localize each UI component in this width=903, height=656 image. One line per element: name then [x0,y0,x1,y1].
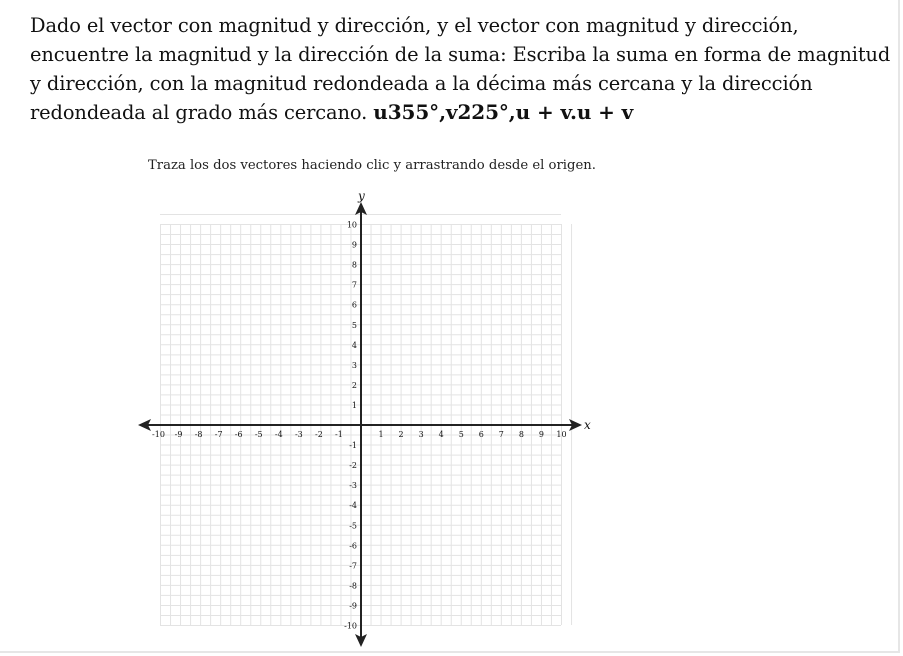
x-tick-label: 10 [556,430,567,439]
x-tick-label: -9 [174,430,183,439]
y-tick-label: -1 [349,441,357,451]
y-tick-label: 10 [346,220,357,230]
x-tick-label: -3 [294,430,303,439]
y-tick-label: -8 [349,581,357,591]
y-tick-label: 3 [351,360,357,370]
y-tick-label: -4 [349,501,357,511]
y-tick-label: -7 [349,561,357,571]
x-tick-label: -6 [234,430,243,439]
x-tick-label: 6 [478,430,484,439]
y-tick-label: 5 [351,320,357,330]
x-tick-label: 3 [418,430,424,439]
x-tick-label: 4 [438,430,444,439]
y-tick-label: -3 [349,481,357,491]
y-tick-label: -9 [349,601,357,611]
y-tick-label: -5 [349,521,357,531]
question-body: Dado el vector con magnitud y dirección, y el vector con magnitud y dirección, encuentre la magnitud y la dirección de la suma: Escriba la suma en forma de magnitud y dirección, con la magnitud redondeada a la décima más cercana y la dirección redondeada al grado más cercano. [30,14,891,124]
graph-instruction: Traza los dos vectores haciendo clic y arrastrando desde el origen. [148,158,596,173]
x-tick-label: -5 [254,430,263,439]
y-tick-label: 6 [351,300,357,310]
x-tick-label: 1 [378,430,384,439]
x-tick-label: 7 [498,430,504,439]
graph-axes [138,202,582,647]
x-tick-label: 8 [518,430,524,439]
x-tick-label: -8 [194,430,203,439]
x-tick-label: -10 [152,430,165,439]
question-math: u355°,v225°,u + v.u + v [373,100,634,124]
y-tick-label: -6 [349,541,357,551]
graph-grid [160,214,572,625]
y-tick-label: -2 [349,461,357,471]
y-tick-label: 4 [351,340,357,350]
y-tick-label: -10 [344,621,357,631]
x-tick-label: -2 [315,430,323,439]
y-tick-label: 7 [351,280,357,290]
x-tick-label: 9 [538,430,544,439]
y-tick-label: 2 [351,380,357,390]
y-tick-label: 1 [351,400,357,410]
x-axis-label: x [584,418,591,432]
y-tick-label: 8 [351,260,357,270]
x-tick-label: -4 [274,430,283,439]
x-tick-label: -1 [335,430,343,439]
y-tick-label: 9 [351,240,357,250]
x-tick-label: -7 [214,430,223,439]
x-tick-label: 5 [458,430,464,439]
x-tick-label: 2 [398,430,404,439]
y-axis-label: y [358,189,365,203]
